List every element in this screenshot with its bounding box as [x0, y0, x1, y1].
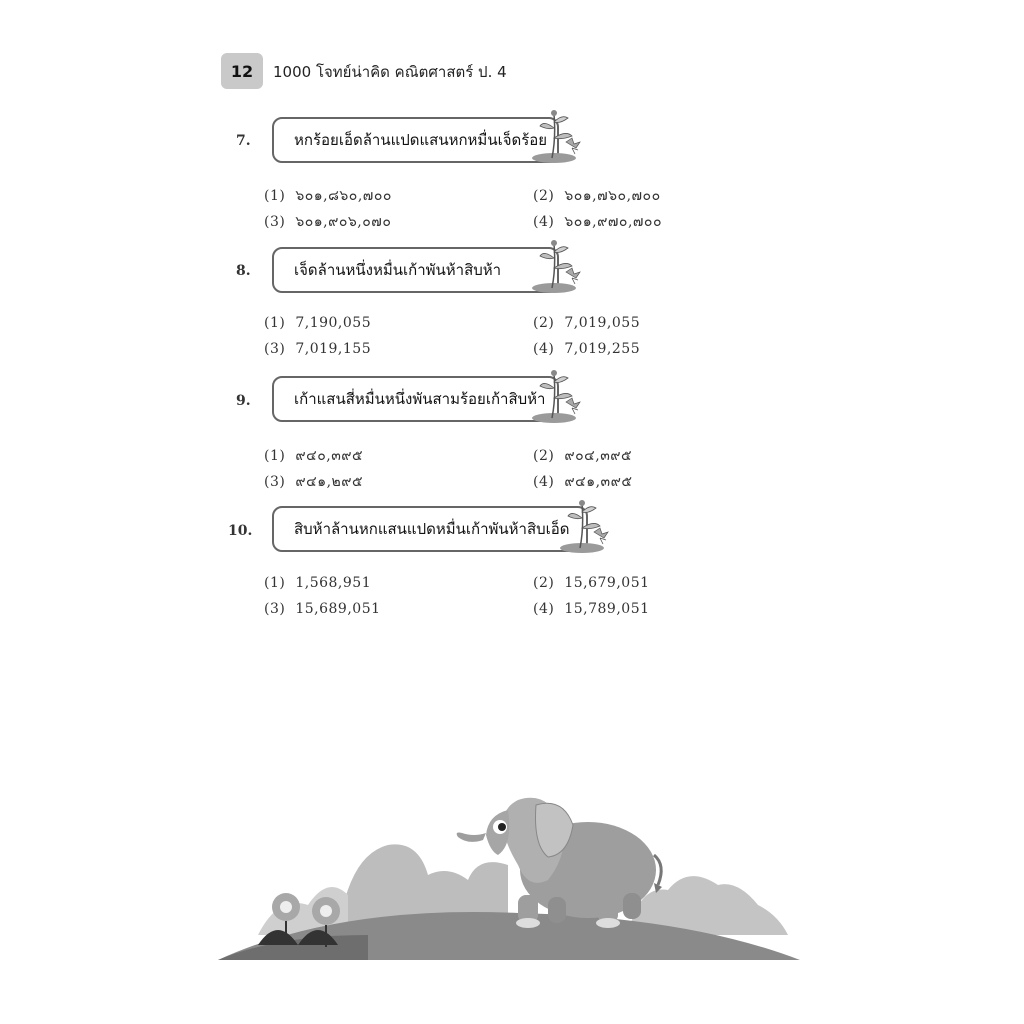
page-number-badge: 12	[221, 53, 263, 89]
question-number: 10.	[228, 523, 253, 539]
question-text: เจ็ดล้านหนึ่งหมื่นเก้าพันห้าสิบห้า	[294, 261, 502, 279]
book-title: 1000 โจทย์น่าคิด คณิตศาสตร์ ป. 4	[273, 63, 507, 81]
option-item[interactable]: (3) 7,019,155	[264, 341, 372, 357]
question-box	[272, 247, 559, 293]
option-item[interactable]: (4) 15,789,051	[533, 601, 650, 617]
question-text: หกร้อยเอ็ดล้านแปดแสนหกหมื่นเจ็ดร้อย	[294, 131, 548, 149]
question-text: เก้าแสนสี่หมื่นหนึ่งพันสามร้อยเก้าสิบห้า	[294, 390, 546, 408]
plant-decoration-icon	[532, 238, 584, 294]
option-item[interactable]: (3) ๙๔๑,๒๙๕	[264, 474, 364, 490]
question-box	[272, 506, 588, 552]
question-number: 7.	[236, 133, 251, 149]
option-item[interactable]: (3) ๖๐๑,๙๐๖,๐๗๐	[264, 214, 392, 230]
elephant-scene-illustration	[218, 785, 800, 965]
option-item[interactable]: (1) 1,568,951	[264, 575, 372, 591]
option-item[interactable]: (3) 15,689,051	[264, 601, 381, 617]
option-item[interactable]: (4) ๙๔๑,๓๙๕	[533, 474, 633, 490]
question-box	[272, 117, 559, 163]
option-item[interactable]: (4) 7,019,255	[533, 341, 641, 357]
question-box	[272, 376, 559, 422]
option-item[interactable]: (2) ๙๐๔,๓๙๕	[533, 448, 633, 464]
option-item[interactable]: (1) ๖๐๑,๘๖๐,๗๐๐	[264, 188, 392, 204]
question-text: สิบห้าล้านหกแสนแปดหมื่นเก้าพันห้าสิบเอ็ด	[294, 520, 570, 538]
question-number: 9.	[236, 393, 251, 409]
plant-decoration-icon	[560, 498, 612, 554]
option-item[interactable]: (4) ๖๐๑,๙๗๐,๗๐๐	[533, 214, 663, 230]
option-item[interactable]: (2) 7,019,055	[533, 315, 641, 331]
option-item[interactable]: (2) ๖๐๑,๗๖๐,๗๐๐	[533, 188, 661, 204]
question-number: 8.	[236, 263, 251, 279]
plant-decoration-icon	[532, 368, 584, 424]
option-item[interactable]: (2) 15,679,051	[533, 575, 650, 591]
plant-decoration-icon	[532, 108, 584, 164]
option-item[interactable]: (1) ๙๔๐,๓๙๕	[264, 448, 364, 464]
option-item[interactable]: (1) 7,190,055	[264, 315, 372, 331]
